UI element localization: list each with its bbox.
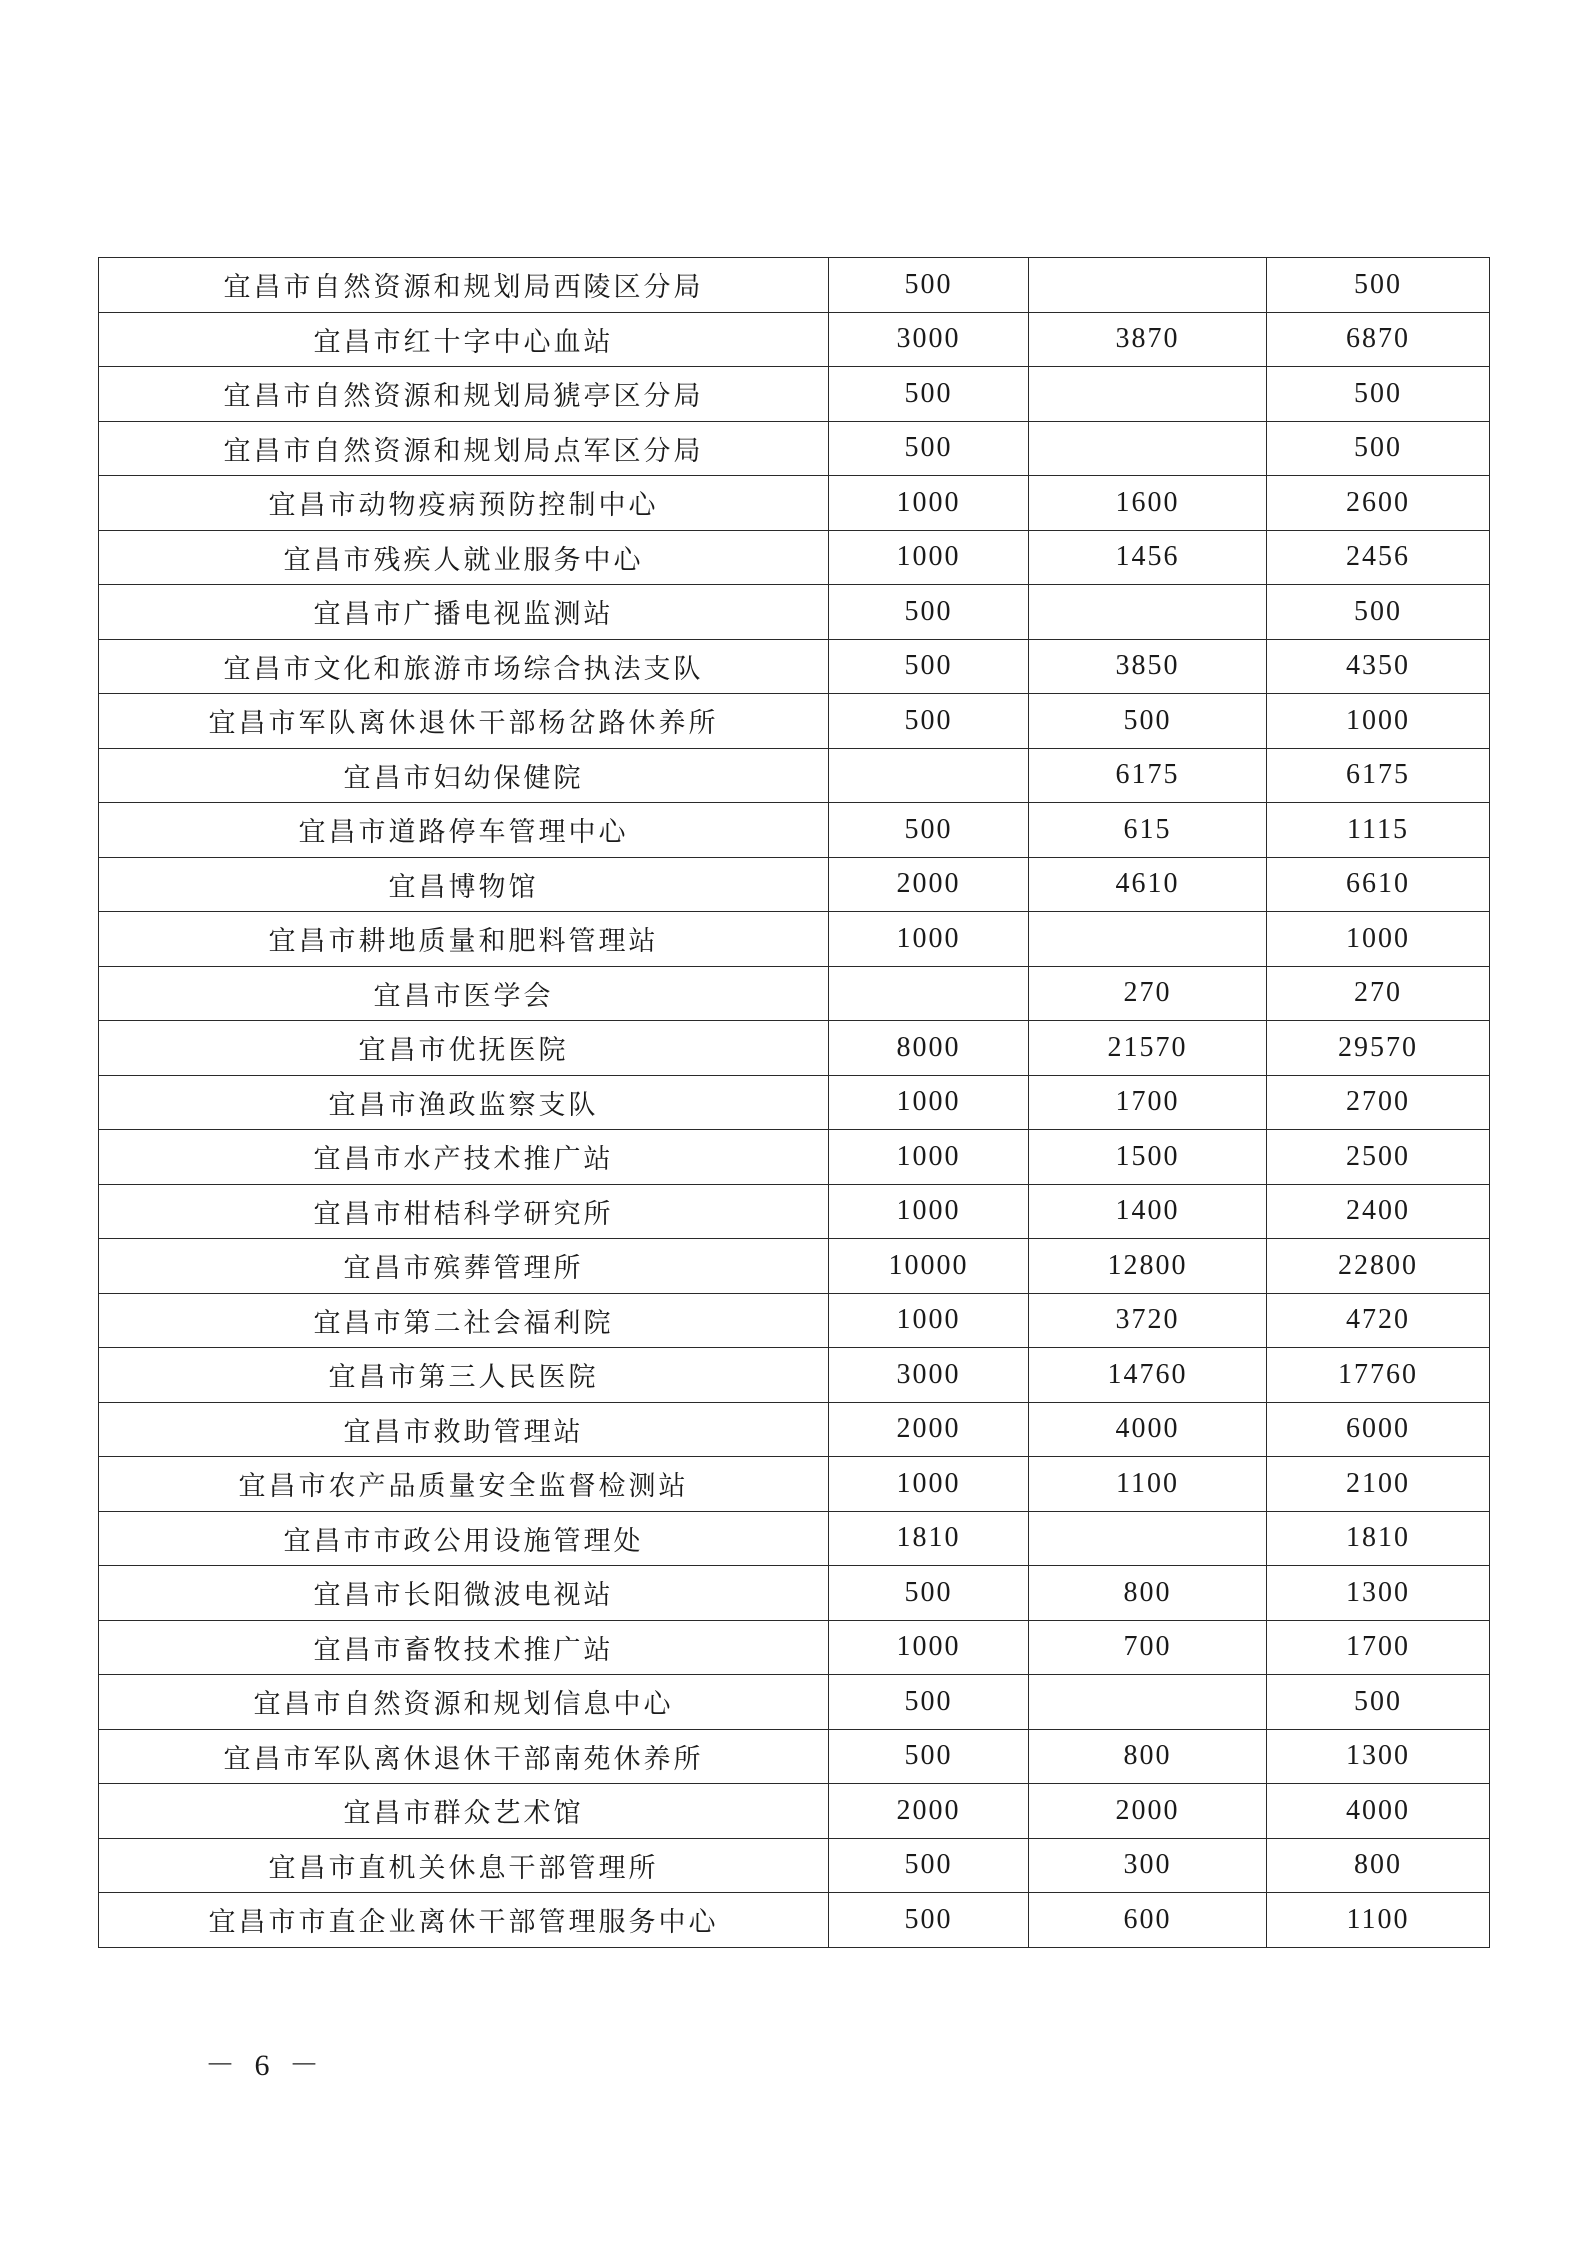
- total-cell: 1810: [1267, 1511, 1490, 1566]
- unit-name-cell: 宜昌市农产品质量安全监督检测站: [99, 1457, 829, 1512]
- table-row: [99, 857, 1490, 912]
- table-row: [99, 1075, 1490, 1130]
- unit-name-cell: 宜昌市畜牧技术推广站: [99, 1620, 829, 1675]
- table-row: [99, 966, 1490, 1021]
- total-cell: 2400: [1267, 1184, 1490, 1239]
- unit-name-cell: 宜昌市自然资源和规划信息中心: [99, 1675, 829, 1730]
- total-cell: 2456: [1267, 530, 1490, 585]
- table-row: [99, 639, 1490, 694]
- total-cell: 2100: [1267, 1457, 1490, 1512]
- unit-name-cell: 宜昌市第三人民医院: [99, 1348, 829, 1403]
- amount-b-cell: 500: [1029, 694, 1267, 749]
- total-cell: 4350: [1267, 639, 1490, 694]
- total-cell: 2500: [1267, 1130, 1490, 1185]
- amount-a-cell: 8000: [829, 1021, 1029, 1076]
- table-row: [99, 367, 1490, 422]
- total-cell: 500: [1267, 1675, 1490, 1730]
- amount-a-cell: [829, 966, 1029, 1021]
- table-row: [99, 258, 1490, 313]
- total-cell: 6870: [1267, 312, 1490, 367]
- amount-a-cell: 2000: [829, 857, 1029, 912]
- amount-b-cell: 600: [1029, 1893, 1267, 1948]
- amount-a-cell: 500: [829, 1566, 1029, 1621]
- table-row: [99, 1566, 1490, 1621]
- amount-b-cell: 270: [1029, 966, 1267, 1021]
- amount-a-cell: 1000: [829, 1130, 1029, 1185]
- table-row: [99, 1348, 1490, 1403]
- amount-a-cell: [829, 748, 1029, 803]
- amount-b-cell: 4610: [1029, 857, 1267, 912]
- total-cell: 1700: [1267, 1620, 1490, 1675]
- unit-name-cell: 宜昌市市政公用设施管理处: [99, 1511, 829, 1566]
- total-cell: 29570: [1267, 1021, 1490, 1076]
- amount-a-cell: 500: [829, 803, 1029, 858]
- table-row: [99, 748, 1490, 803]
- unit-name-cell: 宜昌市自然资源和规划局西陵区分局: [99, 258, 829, 313]
- unit-name-cell: 宜昌市动物疫病预防控制中心: [99, 476, 829, 531]
- amount-a-cell: 1000: [829, 1184, 1029, 1239]
- total-cell: 1000: [1267, 912, 1490, 967]
- total-cell: 6000: [1267, 1402, 1490, 1457]
- unit-name-cell: 宜昌市殡葬管理所: [99, 1239, 829, 1294]
- total-cell: 1000: [1267, 694, 1490, 749]
- total-cell: 1300: [1267, 1729, 1490, 1784]
- amount-b-cell: 700: [1029, 1620, 1267, 1675]
- table-row: [99, 1293, 1490, 1348]
- unit-name-cell: 宜昌市医学会: [99, 966, 829, 1021]
- amount-a-cell: 500: [829, 258, 1029, 313]
- amount-b-cell: 615: [1029, 803, 1267, 858]
- table-row: [99, 530, 1490, 585]
- amount-b-cell: 1600: [1029, 476, 1267, 531]
- total-cell: 6610: [1267, 857, 1490, 912]
- amount-b-cell: [1029, 912, 1267, 967]
- total-cell: 2600: [1267, 476, 1490, 531]
- amount-a-cell: 500: [829, 367, 1029, 422]
- amount-a-cell: 500: [829, 421, 1029, 476]
- table-row: [99, 585, 1490, 640]
- total-cell: 800: [1267, 1838, 1490, 1893]
- unit-name-cell: 宜昌市水产技术推广站: [99, 1130, 829, 1185]
- amount-b-cell: 1100: [1029, 1457, 1267, 1512]
- amount-b-cell: 800: [1029, 1729, 1267, 1784]
- amount-b-cell: 12800: [1029, 1239, 1267, 1294]
- unit-name-cell: 宜昌市文化和旅游市场综合执法支队: [99, 639, 829, 694]
- unit-name-cell: 宜昌市优抚医院: [99, 1021, 829, 1076]
- unit-name-cell: 宜昌市耕地质量和肥料管理站: [99, 912, 829, 967]
- unit-name-cell: 宜昌市军队离休退休干部南苑休养所: [99, 1729, 829, 1784]
- amount-a-cell: 500: [829, 1729, 1029, 1784]
- table-row: [99, 1729, 1490, 1784]
- amount-a-cell: 1000: [829, 1075, 1029, 1130]
- amount-a-cell: 1000: [829, 530, 1029, 585]
- total-cell: 500: [1267, 367, 1490, 422]
- amount-b-cell: 2000: [1029, 1784, 1267, 1839]
- amount-b-cell: 6175: [1029, 748, 1267, 803]
- table-row: [99, 1675, 1490, 1730]
- unit-name-cell: 宜昌市直机关休息干部管理所: [99, 1838, 829, 1893]
- unit-name-cell: 宜昌市广播电视监测站: [99, 585, 829, 640]
- unit-name-cell: 宜昌市道路停车管理中心: [99, 803, 829, 858]
- amount-b-cell: 3870: [1029, 312, 1267, 367]
- amount-b-cell: 21570: [1029, 1021, 1267, 1076]
- total-cell: 500: [1267, 585, 1490, 640]
- unit-name-cell: 宜昌市市直企业离休干部管理服务中心: [99, 1893, 829, 1948]
- amount-b-cell: [1029, 367, 1267, 422]
- table-body: [99, 258, 1490, 1948]
- amount-b-cell: 1400: [1029, 1184, 1267, 1239]
- table-row: [99, 1184, 1490, 1239]
- table-row: [99, 1838, 1490, 1893]
- unit-name-cell: 宜昌市柑桔科学研究所: [99, 1184, 829, 1239]
- total-cell: 1300: [1267, 1566, 1490, 1621]
- amount-b-cell: [1029, 1511, 1267, 1566]
- total-cell: 22800: [1267, 1239, 1490, 1294]
- total-cell: 6175: [1267, 748, 1490, 803]
- total-cell: 17760: [1267, 1348, 1490, 1403]
- amount-a-cell: 2000: [829, 1402, 1029, 1457]
- unit-name-cell: 宜昌市救助管理站: [99, 1402, 829, 1457]
- amount-a-cell: 1000: [829, 1620, 1029, 1675]
- amount-a-cell: 500: [829, 1675, 1029, 1730]
- table-row: [99, 694, 1490, 749]
- amount-a-cell: 2000: [829, 1784, 1029, 1839]
- amount-a-cell: 500: [829, 694, 1029, 749]
- total-cell: 500: [1267, 258, 1490, 313]
- amount-b-cell: 800: [1029, 1566, 1267, 1621]
- amount-b-cell: 14760: [1029, 1348, 1267, 1403]
- amount-b-cell: 1700: [1029, 1075, 1267, 1130]
- total-cell: 4000: [1267, 1784, 1490, 1839]
- table-row: [99, 912, 1490, 967]
- amount-a-cell: 3000: [829, 1348, 1029, 1403]
- page-number: － 6 －: [205, 2049, 325, 2082]
- unit-name-cell: 宜昌市自然资源和规划局猇亭区分局: [99, 367, 829, 422]
- table-row: [99, 1511, 1490, 1566]
- unit-name-cell: 宜昌市自然资源和规划局点军区分局: [99, 421, 829, 476]
- amount-a-cell: 500: [829, 585, 1029, 640]
- total-cell: 4720: [1267, 1293, 1490, 1348]
- table-row: [99, 803, 1490, 858]
- table-row: [99, 1893, 1490, 1948]
- amount-a-cell: 500: [829, 1838, 1029, 1893]
- amount-b-cell: 1500: [1029, 1130, 1267, 1185]
- total-cell: 500: [1267, 421, 1490, 476]
- unit-name-cell: 宜昌市群众艺术馆: [99, 1784, 829, 1839]
- table-row: [99, 476, 1490, 531]
- table-row: [99, 1239, 1490, 1294]
- total-cell: 270: [1267, 966, 1490, 1021]
- unit-name-cell: 宜昌市长阳微波电视站: [99, 1566, 829, 1621]
- unit-name-cell: 宜昌市红十字中心血站: [99, 312, 829, 367]
- unit-name-cell: 宜昌市军队离休退休干部杨岔路休养所: [99, 694, 829, 749]
- amount-a-cell: 1000: [829, 1457, 1029, 1512]
- unit-name-cell: 宜昌市渔政监察支队: [99, 1075, 829, 1130]
- amount-b-cell: [1029, 1675, 1267, 1730]
- amount-a-cell: 500: [829, 1893, 1029, 1948]
- amount-b-cell: [1029, 421, 1267, 476]
- unit-name-cell: 宜昌市妇幼保健院: [99, 748, 829, 803]
- total-cell: 1100: [1267, 1893, 1490, 1948]
- unit-name-cell: 宜昌市第二社会福利院: [99, 1293, 829, 1348]
- total-cell: 1115: [1267, 803, 1490, 858]
- amount-a-cell: 1000: [829, 476, 1029, 531]
- table-row: [99, 1784, 1490, 1839]
- amount-b-cell: [1029, 258, 1267, 313]
- allocation-table: [98, 257, 1490, 1948]
- table-row: [99, 1402, 1490, 1457]
- amount-a-cell: 1810: [829, 1511, 1029, 1566]
- amount-b-cell: 300: [1029, 1838, 1267, 1893]
- table-row: [99, 312, 1490, 367]
- amount-b-cell: 3720: [1029, 1293, 1267, 1348]
- table-row: [99, 1021, 1490, 1076]
- amount-b-cell: 1456: [1029, 530, 1267, 585]
- amount-a-cell: 10000: [829, 1239, 1029, 1294]
- amount-a-cell: 1000: [829, 1293, 1029, 1348]
- table-row: [99, 421, 1490, 476]
- amount-b-cell: 4000: [1029, 1402, 1267, 1457]
- unit-name-cell: 宜昌市残疾人就业服务中心: [99, 530, 829, 585]
- amount-a-cell: 3000: [829, 312, 1029, 367]
- table-row: [99, 1620, 1490, 1675]
- amount-b-cell: 3850: [1029, 639, 1267, 694]
- amount-a-cell: 1000: [829, 912, 1029, 967]
- amount-a-cell: 500: [829, 639, 1029, 694]
- table-row: [99, 1130, 1490, 1185]
- amount-b-cell: [1029, 585, 1267, 640]
- total-cell: 2700: [1267, 1075, 1490, 1130]
- table-row: [99, 1457, 1490, 1512]
- unit-name-cell: 宜昌博物馆: [99, 857, 829, 912]
